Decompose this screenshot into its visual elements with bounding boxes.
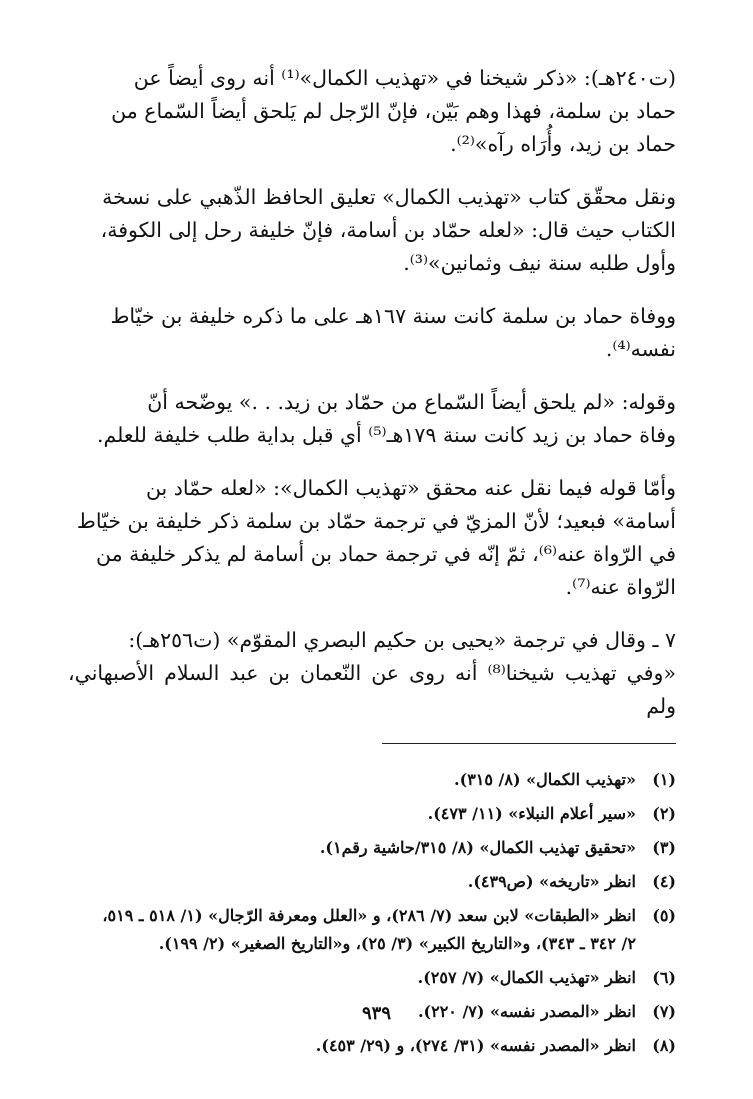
paragraph: ووفاة حماد بن سلمة كانت سنة ١٦٧هـ على ما ذكره خليفة بن خيّاط نفسه⁽⁴⁾. — [110, 304, 676, 361]
footnote-text: انظر «الطبقات» لابن سعد (٧/ ٢٨٦)، و «العلل ومعرفة الرّجال» (١/ ٥١٨ ـ ٥١٩، ٢/ ٣٤٢ ـ ٣٤٣)، و«التاريخ الكبير» (٣/ ٢٥)، و«التاريخ الصغير» (٢/ ١٩٩). — [102, 906, 636, 953]
footnote-text: «تهذيب الكمال» (٨/ ٣١٥). — [454, 770, 636, 789]
paragraph: وأمّا قوله فيما نقل عنه محقق «تهذيب الكمال»: «لعله حمّاد بن أسامة» فبعيد؛ لأنّ المزيّ في ترجمة حمّاد بن سلمة ذكر خليفة بن خيّاط في الرّواة عنه⁽⁶⁾، ثمّ إنّه في ترجمة حماد بن أسامة لم يذكر خليفة من الرّواة عنه⁽⁷⁾. — [76, 476, 676, 599]
paragraph: وقوله: «لم يلحق أيضاً السّماع من حمّاد بن زيد. . .» يوضّحه أنّ وفاة حماد بن زيد كانت سنة ١٧٩هـ⁽⁵⁾ أي قبل بداية طلب خليفة للعلم. — [96, 390, 676, 447]
paragraph: ونقل محقّق كتاب «تهذيب الكمال» تعليق الحافظ الذّهبي على نسخة الكتاب حيث قال: «لعله حمّاد بن أسامة، فإنّ خليفة رحل إلى الكوفة، وأول طلبه سنة نيف وثمانين»⁽³⁾. — [100, 185, 676, 275]
footnote-text: انظر «المصدر نفسه» (٣١/ ٢٧٤)، و (٢٩/ ٤٥٣). — [315, 1036, 636, 1055]
footnote — [68, 902, 676, 958]
paragraph: (ت٢٤٠هـ): «ذكر شيخنا في «تهذيب الكمال»⁽¹⁾ أنه روى أيضاً عن حماد بن سلمة، فهذا وهم بَيّن، فإنّ الرّجل لم يَلحق أيضاً السّماع من حماد بن زيد، وأُرَاه رآه»⁽²⁾. — [111, 66, 676, 156]
main-text — [68, 62, 676, 723]
footnote — [68, 964, 676, 992]
footnote-text: انظر «تاريخه» (ص٤٣٩). — [467, 872, 636, 891]
footnote — [68, 800, 676, 828]
footnote-number: (٦) — [652, 968, 676, 987]
footnote-number: (٢) — [652, 804, 676, 823]
page-number: ٩٣٩ — [361, 1003, 391, 1024]
footnote-number: (٥) — [652, 906, 676, 925]
footnote-number: (٨) — [652, 1036, 676, 1055]
footnote — [68, 766, 676, 794]
footnote-text: انظر «تهذيب الكمال» (٧/ ٢٥٧). — [417, 968, 636, 987]
footnote — [68, 868, 676, 896]
footnote-text: «سير أعلام النبلاء» (١١/ ٤٧٣). — [427, 804, 636, 823]
footnote — [68, 1032, 676, 1060]
footnote-number: (٧) — [652, 1002, 676, 1021]
footnote — [68, 834, 676, 862]
paragraph: ٧ ـ وقال في ترجمة «يحيى بن حكيم البصري المقوّم» (ت٢٥٦هـ): «وفي تهذيب شيخنا⁽⁸⁾ أنه روى عن النّعمان بن عبد السلام الأصبهاني، ولم — [68, 628, 676, 718]
footnote-text: انظر «المصدر نفسه» (٧/ ٢٢٠). — [417, 1002, 636, 1021]
footnote-text: «تحقيق تهذيب الكمال» (٨/ ٣١٥/حاشية رقم١). — [319, 838, 636, 857]
footnote-number: (٣) — [652, 838, 676, 857]
footnote-number: (٤) — [652, 872, 676, 891]
footnote-divider — [382, 743, 676, 744]
footnote-number: (١) — [652, 770, 676, 789]
